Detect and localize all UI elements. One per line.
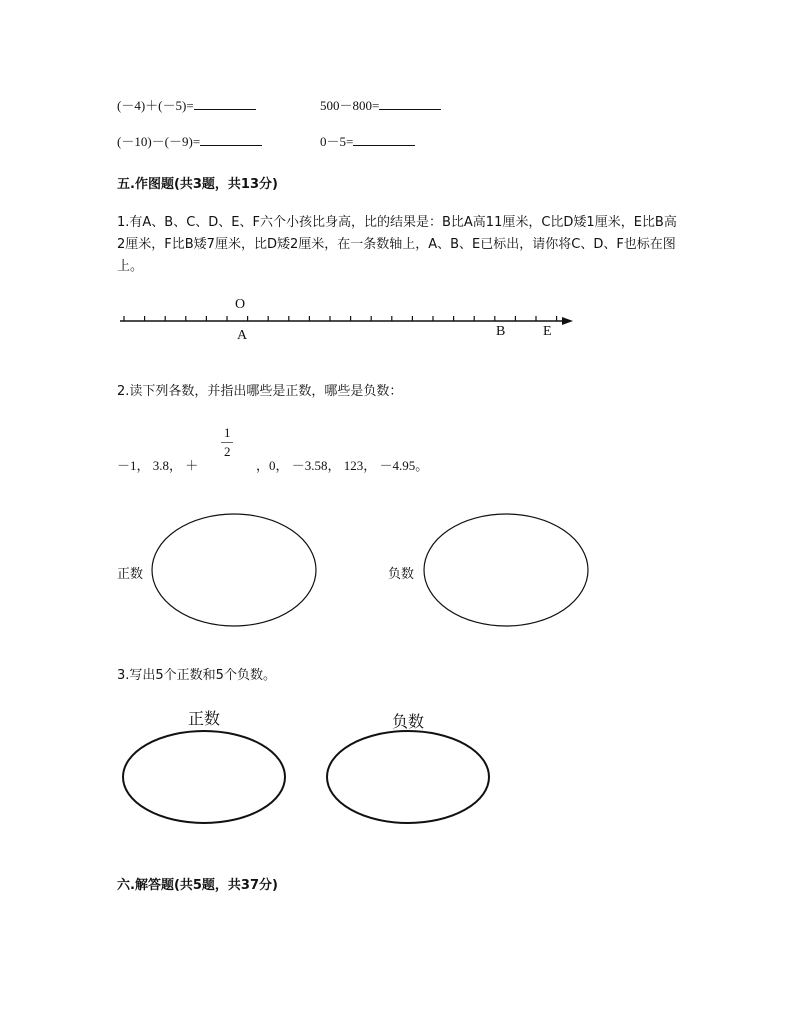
positive-numbers-ellipse[interactable]: [152, 514, 316, 626]
number-list-end: ，0， －3.58， 123， －4.95。: [256, 458, 429, 473]
negative-answer-ellipse[interactable]: [327, 731, 489, 823]
point-b-label: B: [496, 324, 506, 339]
exercise-4-expression: 0－5=: [320, 134, 354, 149]
point-a-label: A: [237, 328, 248, 343]
positive-numbers-label: 正数: [117, 567, 144, 582]
exercise-1: [117, 95, 256, 114]
exercise-4: [320, 131, 415, 150]
positive-answer-ellipse[interactable]: [123, 731, 285, 823]
exercise-2-expression: 500－800=: [320, 98, 380, 113]
point-e-label: E: [543, 324, 552, 339]
origin-label: O: [235, 297, 246, 312]
exercise-2: [320, 95, 441, 114]
negative-numbers-label: 负数: [388, 567, 415, 582]
fraction-numerator: 1: [224, 425, 231, 440]
question-3-text: 3.写出5个正数和5个负数。: [117, 668, 276, 683]
negative-numbers-ellipse[interactable]: [424, 514, 588, 626]
answer-blank-3[interactable]: [200, 133, 262, 146]
q3-negative-label: 负数: [392, 712, 425, 731]
number-line-arrow-icon: [562, 317, 573, 325]
question-2-text: 2.读下列各数，并指出哪些是正数，哪些是负数：: [117, 384, 403, 399]
q3-positive-label: 正数: [188, 709, 221, 728]
exercise-1-expression: (－4)＋(－5)=: [117, 98, 194, 113]
section-5-title: 五.作图题(共3题，共13分): [117, 177, 278, 192]
answer-blank-4[interactable]: [353, 133, 415, 146]
question-1-text: 1.有A、B、C、D、E、F六个小孩比身高，比的结果是：B比A高11厘米，C比D矮1厘米，E比B高2厘米，F比B矮7厘米，比D矮2厘米，在一条数轴上，A、B、E已标出，请你将C、D、F也标在图上。: [117, 215, 677, 274]
fraction-denominator: 2: [224, 444, 231, 459]
fraction-bar: [221, 442, 233, 443]
answer-blank-1[interactable]: [194, 97, 256, 110]
exercise-3-expression: (－10)－(－9)=: [117, 134, 201, 149]
number-list-start: －1， 3.8， ＋: [117, 458, 199, 473]
answer-blank-2[interactable]: [379, 97, 441, 110]
section-6-title: 六.解答题(共5题，共37分): [117, 878, 278, 893]
exercise-3: [117, 131, 262, 150]
